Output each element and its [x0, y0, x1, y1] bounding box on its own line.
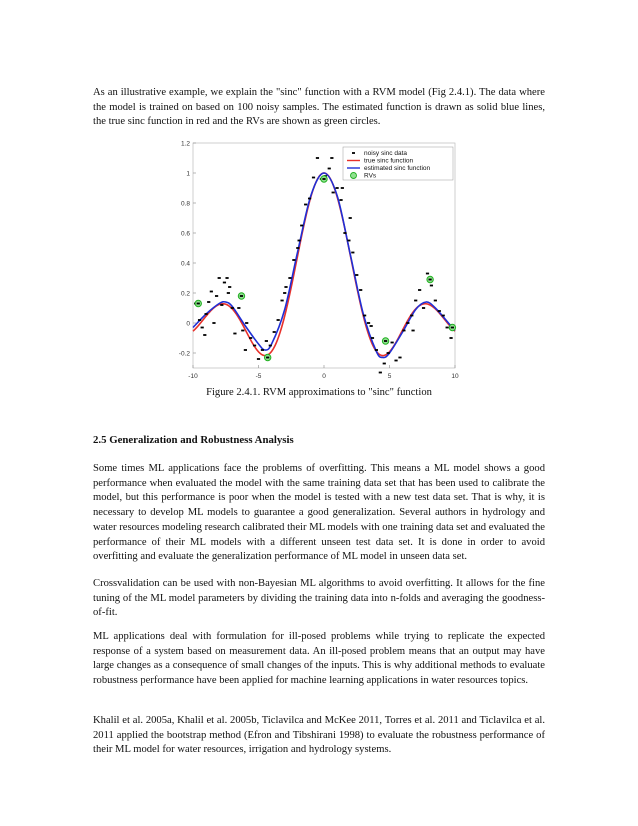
- x-tick-label: -5: [255, 373, 262, 380]
- relevance-vector-center: [384, 340, 387, 342]
- noisy-data-point: [231, 307, 234, 309]
- noisy-data-point: [370, 325, 373, 327]
- noisy-data-point: [212, 322, 215, 324]
- relevance-vector-center: [322, 178, 325, 180]
- noisy-data-point: [265, 340, 268, 342]
- paragraph-bootstrap: Khalil et al. 2005a, Khalil et al. 2005b, Ticlavilca and McKee 2011, Torres et al. 2011 and Ticlavilca et al. 2011 applied the bootstrap method (Efron and Tibshirani 1998) to evaluate the robustness performance of their ML model for water resources, irrigation and hydrology systems.: [93, 715, 545, 756]
- noisy-data-point: [292, 259, 295, 261]
- figure-caption: Figure 2.4.1. RVM approximations to "sinc" function: [206, 387, 432, 398]
- relevance-vector-center: [197, 303, 200, 305]
- noisy-data-point: [308, 198, 311, 200]
- noisy-data-point: [207, 301, 210, 303]
- noisy-data-point: [449, 337, 452, 339]
- y-tick-label: 0.8: [180, 200, 190, 208]
- noisy-data-point: [402, 330, 405, 332]
- noisy-data-point: [398, 357, 401, 359]
- noisy-data-point: [430, 285, 433, 287]
- legend-label: noisy sinc data: [364, 150, 407, 158]
- noisy-data-point: [336, 187, 339, 189]
- noisy-data-point: [223, 282, 226, 284]
- noisy-data-point: [244, 349, 247, 351]
- relevance-vector-center: [240, 295, 243, 297]
- noisy-data-point: [253, 345, 256, 347]
- estimated-sinc-line: [193, 173, 455, 358]
- noisy-data-point: [410, 315, 413, 317]
- legend-swatch-noisy: [352, 152, 355, 154]
- noisy-data-point: [203, 334, 206, 336]
- section-heading: 2.5 Generalization and Robustness Analysis: [93, 434, 294, 446]
- noisy-data-point: [304, 204, 307, 206]
- y-tick-label: 0.4: [180, 260, 190, 268]
- x-tick-label: 5: [387, 373, 392, 380]
- noisy-data-point: [225, 277, 228, 279]
- noisy-data-point: [438, 310, 441, 312]
- relevance-vector-center: [266, 357, 269, 359]
- noisy-data-point: [228, 286, 231, 288]
- x-tick-label: -10: [188, 373, 198, 380]
- noisy-data-point: [434, 300, 437, 302]
- legend-label: RVs: [364, 172, 377, 180]
- noisy-data-point: [198, 319, 201, 321]
- noisy-data-point: [245, 322, 248, 324]
- noisy-data-point: [332, 192, 335, 194]
- y-tick-label: 1: [186, 170, 190, 178]
- noisy-data-point: [411, 330, 414, 332]
- noisy-data-point: [284, 286, 287, 288]
- noisy-data-point: [277, 319, 280, 321]
- noisy-data-point: [422, 307, 425, 309]
- noisy-data-point: [328, 168, 331, 170]
- x-tick-label: 10: [451, 373, 459, 380]
- noisy-data-point: [418, 289, 421, 291]
- noisy-data-point: [300, 225, 303, 227]
- noisy-data-point: [391, 342, 394, 344]
- x-tick-label: 0: [322, 373, 326, 380]
- paragraph-crossvalidation: Crossvalidation can be used with non-Bayesian ML algorithms to avoid overfitting. It allows for the fine tuning of the ML model parameters by dividing the training data into n-folds and averaging the goodness-of-fit.: [93, 578, 545, 619]
- noisy-data-point: [339, 199, 342, 201]
- legend-swatch-rv: [351, 173, 357, 179]
- noisy-data-point: [220, 304, 223, 306]
- noisy-data-point: [406, 322, 409, 324]
- noisy-data-point: [351, 252, 354, 254]
- noisy-data-point: [414, 300, 417, 302]
- y-tick-label: 1.2: [180, 140, 190, 148]
- sinc-rvm-chart: [172, 138, 462, 386]
- noisy-data-point: [241, 330, 244, 332]
- y-tick-label: 0: [186, 320, 190, 328]
- noisy-data-point: [442, 315, 445, 317]
- noisy-data-point: [341, 187, 344, 189]
- noisy-data-point: [343, 232, 346, 234]
- noisy-data-point: [249, 337, 252, 339]
- noisy-data-point: [257, 358, 260, 360]
- noisy-data-point: [359, 289, 362, 291]
- relevance-vector-center: [451, 327, 454, 329]
- noisy-data-point: [215, 295, 218, 297]
- noisy-data-point: [227, 292, 230, 294]
- noisy-data-point: [387, 352, 390, 354]
- noisy-data-point: [298, 240, 301, 242]
- noisy-data-point: [233, 333, 236, 335]
- noisy-data-point: [218, 277, 221, 279]
- noisy-data-point: [347, 240, 350, 242]
- noisy-data-point: [379, 372, 382, 374]
- noisy-data-point: [312, 177, 315, 179]
- paragraph-ill-posed: ML applications deal with formulation for ill-posed problems while trying to replicate the expected response of a system based on measurement data. An ill-posed problem means that an output may have large changes as a consequence of small changes of the inputs. This is why additional methods to evaluate robustness performance have been applied for machine learning applications in water resources topics.: [93, 631, 545, 687]
- noisy-data-point: [330, 157, 333, 159]
- noisy-data-point: [371, 337, 374, 339]
- noisy-data-point: [280, 300, 283, 302]
- true-sinc-line: [193, 173, 455, 356]
- legend-label: true sinc function: [364, 157, 414, 165]
- noisy-data-point: [205, 313, 208, 315]
- noisy-data-point: [383, 363, 386, 365]
- noisy-data-point: [394, 360, 397, 362]
- noisy-data-point: [273, 331, 276, 333]
- noisy-data-point: [261, 349, 264, 351]
- noisy-data-point: [367, 322, 370, 324]
- noisy-data-point: [210, 291, 213, 293]
- noisy-data-point: [355, 274, 358, 276]
- noisy-data-point: [363, 315, 366, 317]
- noisy-data-point: [316, 157, 319, 159]
- noisy-data-point: [296, 247, 299, 249]
- noisy-data-point: [349, 217, 352, 219]
- noisy-data-point: [269, 345, 272, 347]
- noisy-data-point: [288, 277, 291, 279]
- noisy-data-point: [283, 292, 286, 294]
- y-tick-label: -0.2: [178, 350, 190, 358]
- noisy-data-point: [446, 327, 449, 329]
- y-tick-label: 0.6: [180, 230, 190, 238]
- legend-label: estimated sinc function: [364, 165, 431, 173]
- intro-paragraph: As an illustrative example, we explain the "sinc" function with a RVM model (Fig 2.4.1). The data where the model is trained on based on 100 noisy samples. The estimated function is drawn as solid blue lines, the true sinc function in red and the RVs are shown as green circles.: [93, 87, 545, 128]
- relevance-vector-center: [429, 279, 432, 281]
- y-tick-label: 0.2: [180, 290, 190, 298]
- noisy-data-point: [201, 327, 204, 329]
- noisy-data-point: [375, 349, 378, 351]
- paragraph-overfitting: Some times ML applications face the problems of overfitting. This means a ML model shows a good performance when evaluated the model with the same training data set that has been used to calibrate the model, but this performance is poor when the model is tested with a new test data set. That is why, it is necessary to develop ML models to guarantee a good generalization. Several authors in hydrology and water resources modeling research calibrated their ML models with one training data set and evaluated the performance of their ML models with a different unseen test data set. It is done in order to avoid overfitting and evaluate the generalization performance of ML model in unseen data set.: [93, 463, 545, 563]
- noisy-data-point: [237, 307, 240, 309]
- noisy-data-point: [426, 273, 429, 275]
